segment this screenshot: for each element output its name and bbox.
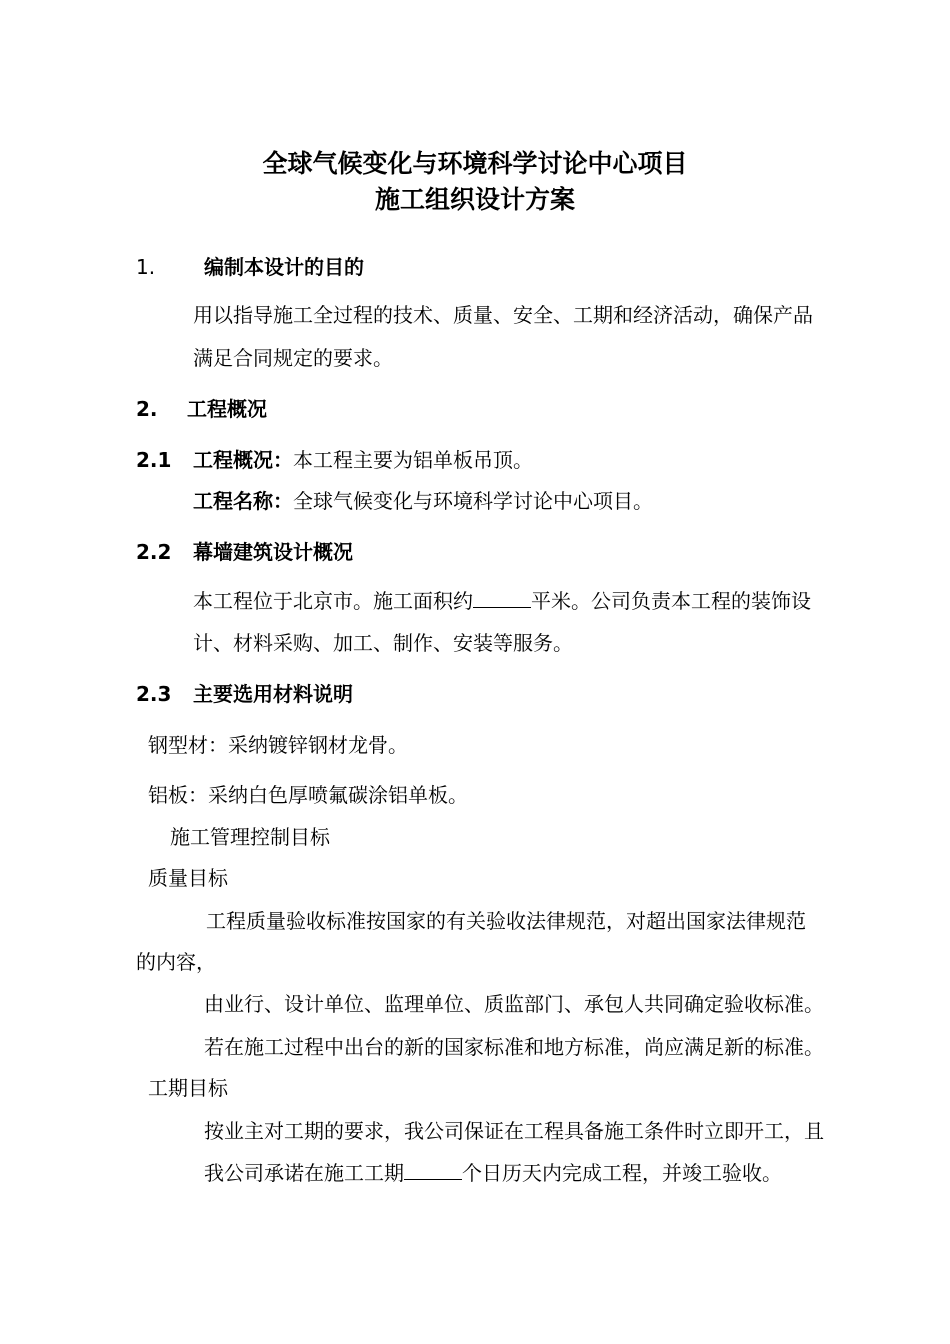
section-2-1-number: 2.1 bbox=[136, 448, 172, 472]
location-text: 本工程位于北京市。施工面积约 bbox=[193, 589, 473, 613]
document-title-line2: 施工组织设计方案 bbox=[374, 185, 575, 214]
section-2-1-project-name bbox=[193, 488, 653, 514]
section-2-1-overview bbox=[193, 447, 533, 473]
overview-label: 工程概况： bbox=[193, 448, 293, 472]
area-blank bbox=[473, 589, 531, 608]
quality-line4: 若在施工过程中出台的新的国家标准和地方标准，尚应满足新的标准。 bbox=[204, 1035, 824, 1059]
material-steel: 钢型材：采纳镀锌钢材龙骨。 bbox=[148, 733, 408, 757]
section-2-heading: 工程概况 bbox=[187, 397, 267, 421]
section-1-paragraph-line1: 用以指导施工全过程的技术、质量、安全、工期和经济活动，确保产品 bbox=[193, 303, 813, 327]
section-2-number: 2. bbox=[136, 397, 158, 421]
section-2-2-number: 2.2 bbox=[136, 540, 172, 564]
overview-text: 本工程主要为铝单板吊顶。 bbox=[293, 448, 533, 472]
period-text-b: 个日历天内完成工程，并竣工验收。 bbox=[462, 1161, 782, 1185]
section-2-2-paragraph-line2: 计、材料采购、加工、制作、安装等服务。 bbox=[193, 631, 573, 655]
section-2-2-heading: 幕墙建筑设计概况 bbox=[193, 540, 353, 564]
section-1-paragraph-line2: 满足合同规定的要求。 bbox=[193, 346, 393, 370]
quality-line1: 工程质量验收标准按国家的有关验收法律规范，对超出国家法律规范 bbox=[206, 909, 806, 933]
period-text-a: 我公司承诺在施工工期 bbox=[204, 1161, 404, 1185]
material-aluminum: 铝板：采纳白色厚喷氟碳涂铝单板。 bbox=[148, 783, 468, 807]
period-line1: 按业主对工期的要求，我公司保证在工程具备施工条件时立即开工，且 bbox=[204, 1119, 824, 1143]
section-1-number: 1. bbox=[136, 255, 156, 279]
section-2-2-paragraph-line1 bbox=[193, 588, 811, 614]
document-title-line1: 全球气候变化与环境科学讨论中心项目 bbox=[262, 149, 688, 178]
section-1-heading: 编制本设计的目的 bbox=[204, 255, 364, 279]
period-heading: 工期目标 bbox=[148, 1076, 228, 1100]
quality-heading: 质量目标 bbox=[148, 866, 228, 890]
quality-line3: 由业行、设计单位、监理单位、质监部门、承包人共同确定验收标准。 bbox=[204, 992, 824, 1016]
section-2-3-heading: 主要选用材料说明 bbox=[193, 682, 353, 706]
project-name-text: 全球气候变化与环境科学讨论中心项目。 bbox=[293, 489, 653, 513]
period-line2 bbox=[204, 1160, 782, 1186]
period-blank bbox=[404, 1161, 462, 1180]
project-name-label: 工程名称： bbox=[193, 489, 293, 513]
section-2-3-number: 2.3 bbox=[136, 682, 172, 706]
control-heading: 施工管理控制目标 bbox=[170, 825, 330, 849]
service-text: 平米。公司负责本工程的装饰设 bbox=[531, 589, 811, 613]
quality-line2: 的内容， bbox=[136, 950, 216, 974]
